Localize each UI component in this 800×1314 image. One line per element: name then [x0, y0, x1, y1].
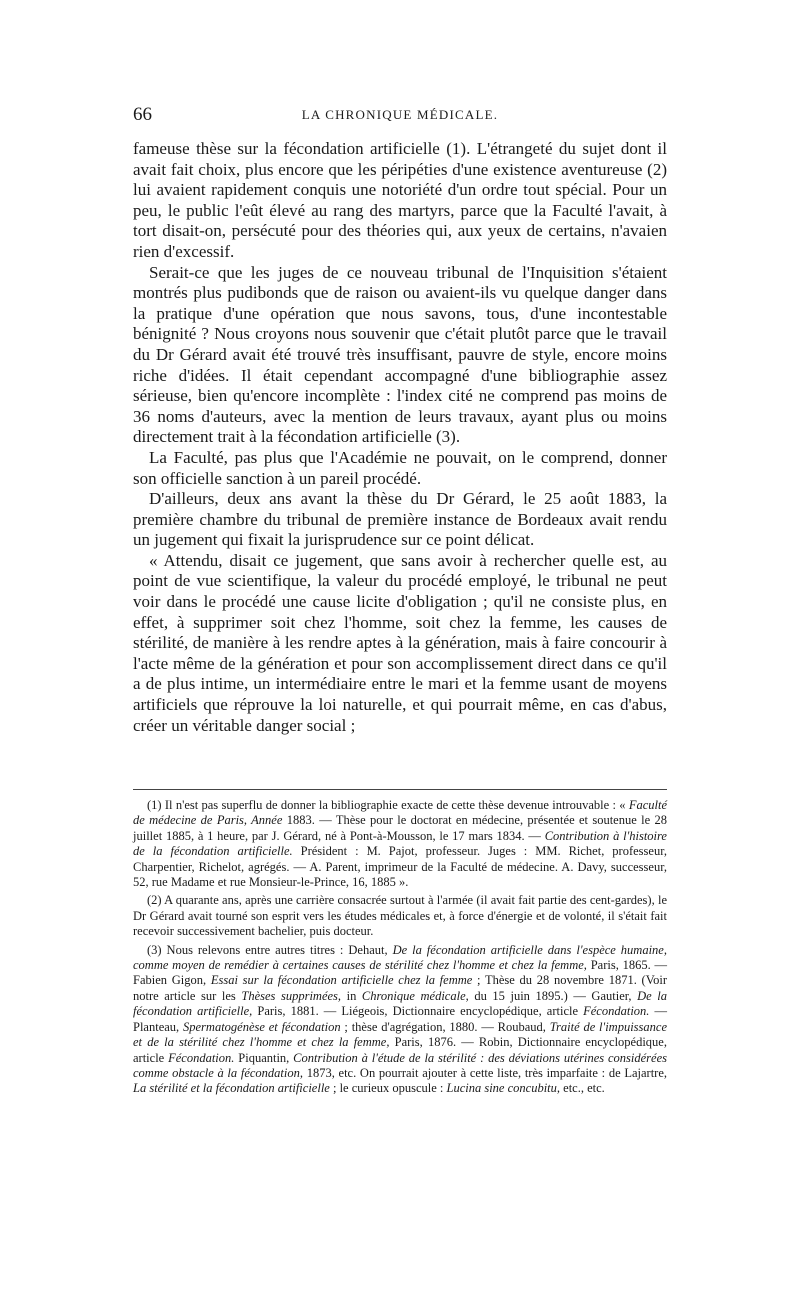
- running-title: LA CHRONIQUE MÉDICALE.: [301, 107, 499, 122]
- paragraph-4: D'ailleurs, deux ans avant la thèse du Dr Gérard, le 25 août 1883, la première chambre du tribunal de première instance de Bordeaux avait rendu un jugement qui fixait la jurisprudence sur ce point délicat.: [133, 489, 667, 550]
- paragraph-2: Serait-ce que les juges de ce nouveau tribunal de l'Inquisition s'étaient montrés plus pudibonds que de raison ou avaient-ils vu quelque danger dans la pratique d'une opération que nous savons, tous, d'une incontestable bénignité ? Nous croyons nous souvenir que c'était plutôt parce que le travail du Dr Gérard avait été trouvé très insuffisant, pauvre de style, encore moins riche d'idées. Il était cependant accompagné d'une bibliographie assez sérieuse, bien qu'encore incomplète : l'index cité ne comprend pas moins de 36 noms d'auteurs, avec la mention de leurs travaux, ayant plus ou moins directement trait à la fécondation artificielle (3).: [133, 262, 667, 447]
- page-header: [133, 104, 667, 130]
- paragraph-5: « Attendu, disait ce jugement, que sans avoir à rechercher quelle est, au point de vue scientifique, la valeur du procédé employé, le tribunal ne peut voir dans le procédé une cause licite d'obligation ; qu'il ne consiste plus, en effet, à supprimer soit chez l'homme, soit chez la femme, les causes de stérilité, de manière à les rendre aptes à la génération, mais à faire concourir à l'acte même de la génération et pour son accomplissement direct dans ce qu'il a de plus intime, un intermédiaire entre le mari et la femme usant de moyens artificiels que réprouve la loi naturelle, et qui pourrait même, en cas d'abus, créer un véritable danger social ;: [133, 550, 667, 735]
- footnotes: [133, 798, 667, 1100]
- main-text: [133, 139, 667, 736]
- paragraph-3: La Faculté, pas plus que l'Académie ne pouvait, on le comprend, donner son officielle sanction à un pareil procédé.: [133, 447, 667, 488]
- footnote-divider: [133, 789, 667, 790]
- footnote-2: (2) A quarante ans, après une carrière consacrée surtout à l'armée (il avait fait partie des cent-gardes), le Dr Gérard avait tourné son esprit vers les études médicales et, à force d'énergie et de volonté, il s'était fait recevoir successivement bachelier, puis docteur.: [133, 893, 667, 939]
- paragraph-1: fameuse thèse sur la fécondation artificielle (1). L'étrangeté du sujet dont il avait fait choix, plus encore que les péripéties d'une existence aventureuse (2) lui avaient rapidement conquis une notoriété d'un ordre tout spécial. Pour un peu, le public l'eût élevé au rang des martyrs, parce que la Faculté l'avait, à tort disait-on, persécuté pour des théories qui, aux yeux de certains, n'avaien rien d'excessif.: [133, 139, 667, 261]
- footnote-3: (3) Nous relevons entre autres titres : Dehaut, De la fécondation artificielle dans l'espèce humaine, comme moyen de remédier à certaines causes de stérilité chez l'homme et chez la femme, Paris, 1865. — Fabien Gigon, Essai sur la fécondation artificielle chez la femme ; Thèse du 28 novembre 1871. (Voir notre article sur les Thèses supprimées, in Chronique médicale, du 15 juin 1895.) — Gautier, De la fécondation artificielle, Paris, 1881. — Liégeois, Dictionnaire encyclopédique, article Fécondation. — Planteau, Spermatogénèse et fécondation ; thèse d'agrégation, 1880. — Roubaud, Traité de l'impuissance et de la stérilité chez l'homme et chez la femme, Paris, 1876. — Robin, Dictionnaire encyclopédique, article Fécondation. Piquantin, Contribution à l'étude de la stérilité : des déviations utérines considérées comme obstacle à la fécondation, 1873, etc. On pourrait ajouter à cette liste, très imparfaite : de Lajartre, La stérilité et la fécondation artificielle ; le curieux opuscule : Lucina sine concubitu, etc., etc.: [133, 942, 668, 1096]
- page-number: 66: [133, 104, 152, 125]
- footnote-1: (1) Il n'est pas superflu de donner la bibliographie exacte de cette thèse devenue introuvable : « Faculté de médecine de Paris, Année 1883. — Thèse pour le doctorat en médecine, présentée et soutenue le 28 juillet 1885, à 1 heure, par J. Gérard, né à Pont-à-Mousson, le 17 mars 1834. — Contribution à l'histoire de la fécondation artificielle. Président : M. Pajot, professeur. Juges : MM. Richet, professeur, Charpentier, Richelot, agrégés. — A. Parent, imprimeur de la Faculté de médecine. A. Davy, successeur, 52, rue Madame et rue Monsieur-le-Prince, 16, 1885 ».: [133, 798, 667, 890]
